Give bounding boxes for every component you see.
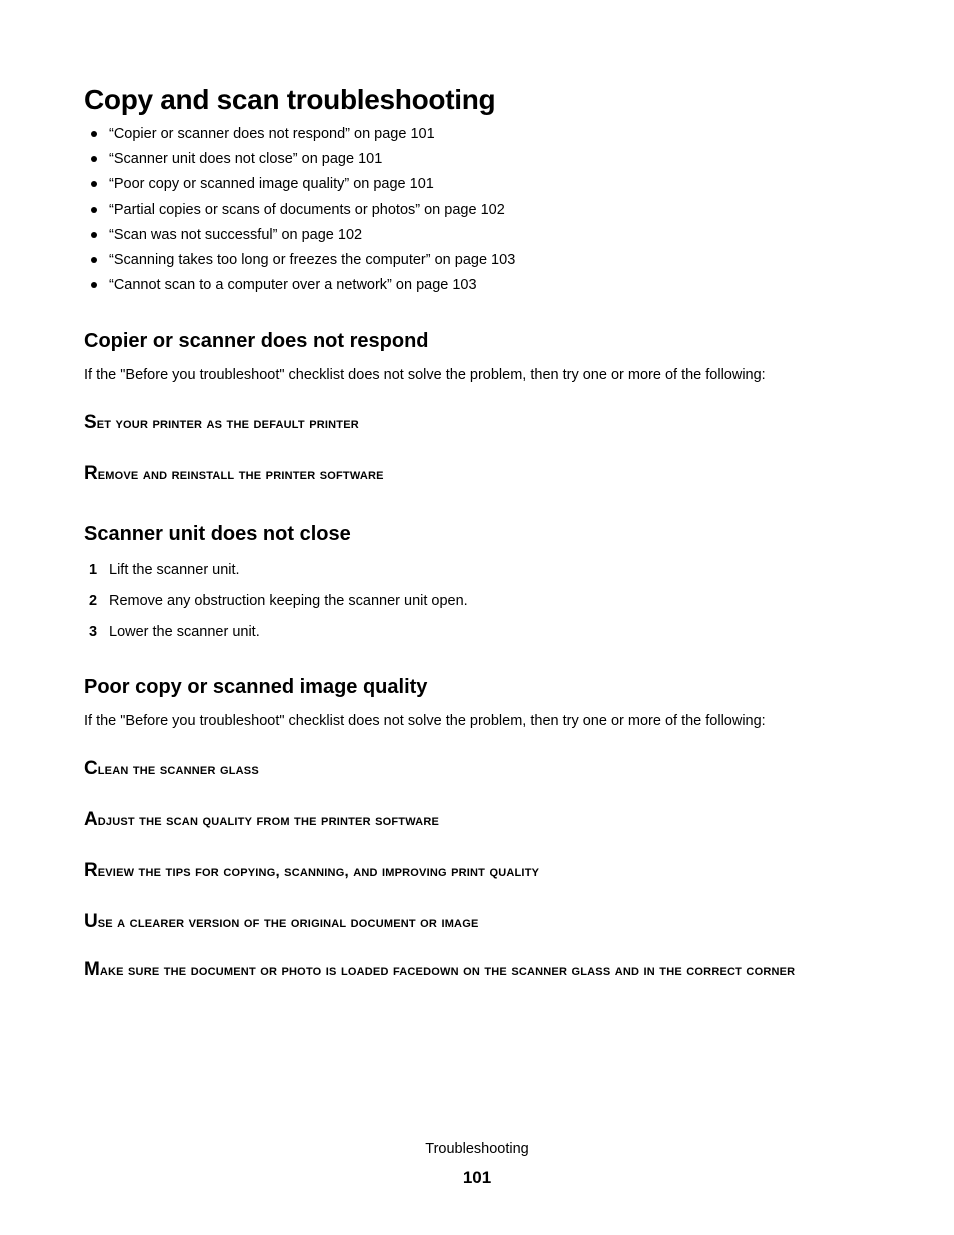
solution-heading <box>84 956 874 985</box>
solution-text: ake sure the document or photo is loaded facedown on the scanner glass and in the correct corner <box>99 962 796 979</box>
solution-heading <box>84 463 384 485</box>
step-item <box>84 591 468 622</box>
solution-text: se a clearer version of the original document or image <box>97 914 479 931</box>
section-heading-copier-not-respond: Copier or scanner does not respond <box>84 330 429 352</box>
solution-heading <box>84 412 359 434</box>
steps-list <box>84 560 468 653</box>
toc-item[interactable]: “Partial copies or scans of documents or photos” on page 102 <box>84 200 515 225</box>
solution-heading <box>84 758 259 780</box>
toc-item[interactable]: “Copier or scanner does not respond” on page 101 <box>84 124 515 149</box>
toc-list <box>84 124 515 300</box>
solution-initial: S <box>84 412 97 433</box>
toc-item[interactable]: “Scan was not successful” on page 102 <box>84 225 515 250</box>
solution-heading <box>84 860 539 882</box>
step-number: 2 <box>89 593 98 609</box>
step-item <box>84 622 468 653</box>
solution-initial: R <box>84 463 98 484</box>
solution-heading <box>84 809 439 831</box>
solution-text: eview the tips for copying, scanning, and improving print quality <box>97 863 540 880</box>
solution-text: et your printer as the default printer <box>96 415 359 432</box>
step-item <box>84 560 468 591</box>
page-number: 101 <box>462 1168 492 1187</box>
step-text: Remove any obstruction keeping the scanner unit open. <box>109 593 468 609</box>
page-title: Copy and scan troubleshooting <box>84 84 496 115</box>
solution-initial: A <box>84 809 98 830</box>
solution-text: djust the scan quality from the printer software <box>97 812 440 829</box>
solution-heading <box>84 911 479 933</box>
solution-initial: M <box>84 959 100 980</box>
step-text: Lower the scanner unit. <box>109 624 260 640</box>
solution-text: emove and reinstall the printer software <box>97 466 384 483</box>
step-text: Lift the scanner unit. <box>109 562 240 578</box>
section-intro: If the "Before you troubleshoot" checklist does not solve the problem, then try one or more of the following: <box>84 367 766 383</box>
solution-text: lean the scanner glass <box>97 761 259 778</box>
solution-initial: U <box>84 911 98 932</box>
toc-item[interactable]: “Cannot scan to a computer over a network” on page 103 <box>84 275 515 300</box>
solution-initial: C <box>84 758 98 779</box>
footer-section-name: Troubleshooting <box>425 1141 529 1157</box>
step-number: 1 <box>89 562 98 578</box>
section-heading-poor-quality: Poor copy or scanned image quality <box>84 676 428 698</box>
solution-initial: R <box>84 860 98 881</box>
section-heading-scanner-unit: Scanner unit does not close <box>84 523 351 545</box>
toc-item[interactable]: “Poor copy or scanned image quality” on page 101 <box>84 174 515 199</box>
toc-item[interactable]: “Scanning takes too long or freezes the computer” on page 103 <box>84 250 515 275</box>
section-intro: If the "Before you troubleshoot" checklist does not solve the problem, then try one or more of the following: <box>84 713 766 729</box>
step-number: 3 <box>89 624 98 640</box>
toc-item[interactable]: “Scanner unit does not close” on page 101 <box>84 149 515 174</box>
